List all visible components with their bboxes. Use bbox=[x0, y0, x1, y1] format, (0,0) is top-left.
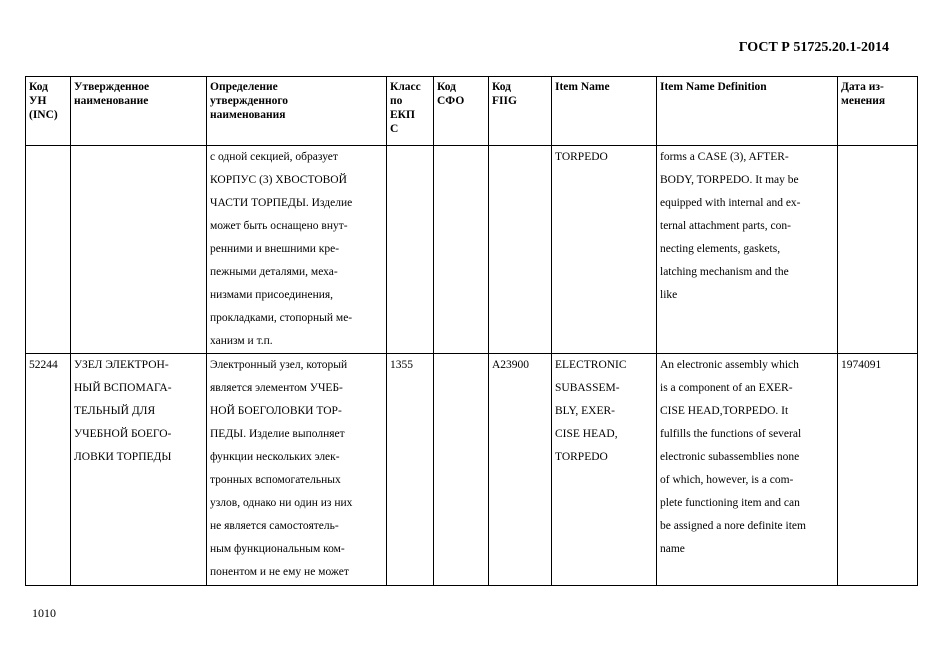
cell-line: пежными деталями, меха- bbox=[210, 266, 338, 278]
cell-line: понентом и не ему не может bbox=[210, 566, 349, 578]
cell-sfo bbox=[434, 354, 489, 586]
cell-line: CISE HEAD, bbox=[555, 428, 618, 440]
nomenclature-table bbox=[25, 76, 918, 586]
cell-line: BODY, TORPEDO. It may be bbox=[660, 174, 799, 186]
cell-line: A23900 bbox=[492, 359, 530, 371]
cell-line: ренними и внешними кре- bbox=[210, 243, 340, 255]
header-line: Код bbox=[492, 81, 512, 93]
cell-line: TORPEDO bbox=[555, 151, 608, 163]
cell-inc bbox=[26, 146, 71, 354]
cell-line: equipped with internal and ex- bbox=[660, 197, 801, 209]
header-row bbox=[26, 77, 918, 146]
page-number: 1010 bbox=[32, 606, 56, 620]
header-line: Код bbox=[29, 81, 49, 93]
cell-item-definition bbox=[657, 354, 838, 586]
header-line: Item Name Definition bbox=[660, 81, 767, 93]
cell-line: НЫЙ ВСПОМАГА- bbox=[74, 382, 172, 394]
cell-line: ТЕЛЬНЫЙ ДЛЯ bbox=[74, 405, 156, 417]
cell-sfo bbox=[434, 146, 489, 354]
cell-line: низмами присоединения, bbox=[210, 289, 334, 301]
cell-fiig bbox=[489, 354, 552, 586]
cell-line: ЧАСТИ ТОРПЕДЫ. Изделие bbox=[210, 197, 353, 209]
cell-line: 52244 bbox=[29, 359, 58, 371]
cell-line: является элементом УЧЕБ- bbox=[210, 382, 343, 394]
cell-line: УЗЕЛ ЭЛЕКТРОН- bbox=[74, 359, 169, 371]
header-class bbox=[387, 77, 434, 146]
header-line: по bbox=[390, 95, 403, 107]
header-line: наименования bbox=[210, 109, 286, 121]
header-line: утвержденного bbox=[210, 95, 289, 107]
cell-line: ELECTRONIC bbox=[555, 359, 627, 371]
cell-date bbox=[838, 354, 918, 586]
header-sfo bbox=[434, 77, 489, 146]
header-line: УН bbox=[29, 95, 47, 107]
cell-line: прокладками, стопорный ме- bbox=[210, 312, 353, 324]
header-line: FIIG bbox=[492, 95, 517, 107]
cell-line: CISE HEAD,TORPEDO. It bbox=[660, 405, 789, 417]
cell-line: of which, however, is a com- bbox=[660, 474, 794, 486]
cell-line: forms a CASE (3), AFTER- bbox=[660, 151, 789, 163]
header-line: Определение bbox=[210, 81, 278, 93]
cell-line: electronic subassemblies none bbox=[660, 451, 800, 463]
header-line: Утвержденное bbox=[74, 81, 150, 93]
cell-line: BLY, EXER- bbox=[555, 405, 615, 417]
cell-definition bbox=[207, 354, 387, 586]
header-line: менения bbox=[841, 95, 886, 107]
header-line: Класс bbox=[390, 81, 421, 93]
cell-line: necting elements, gaskets, bbox=[660, 243, 781, 255]
cell-line: 1974091 bbox=[841, 359, 882, 371]
cell-line: latching mechanism and the bbox=[660, 266, 789, 278]
cell-line: plete functioning item and can bbox=[660, 497, 800, 509]
cell-line: КОРПУС (3) ХВОСТОВОЙ bbox=[210, 174, 347, 186]
cell-line: Электронный узел, который bbox=[210, 359, 348, 371]
cell-line: УЧЕБНОЙ БОЕГО- bbox=[74, 428, 172, 440]
cell-line: не является самостоятель- bbox=[210, 520, 339, 532]
cell-fiig bbox=[489, 146, 552, 354]
cell-line: ЛОВКИ ТОРПЕДЫ bbox=[74, 451, 172, 463]
cell-line: с одной секцией, образует bbox=[210, 151, 338, 163]
standard-number: ГОСТ Р 51725.20.1-2014 bbox=[738, 40, 889, 55]
table-row bbox=[26, 146, 918, 354]
header-line: наименование bbox=[74, 95, 149, 107]
header-fiig bbox=[489, 77, 552, 146]
cell-line: be assigned a nore definite item bbox=[660, 520, 806, 532]
cell-item-name bbox=[552, 354, 657, 586]
cell-line: TORPEDO bbox=[555, 451, 608, 463]
header-date bbox=[838, 77, 918, 146]
cell-line: функции нескольких элек- bbox=[210, 451, 340, 463]
header-line: Код bbox=[437, 81, 457, 93]
header-line: Item Name bbox=[555, 81, 610, 93]
cell-line: fulfills the functions of several bbox=[660, 428, 802, 440]
header-line: (INC) bbox=[29, 109, 58, 121]
cell-item-name bbox=[552, 146, 657, 354]
cell-line: SUBASSEM- bbox=[555, 382, 620, 394]
header-line: С bbox=[390, 123, 399, 135]
header-item-name bbox=[552, 77, 657, 146]
header-definition bbox=[207, 77, 387, 146]
cell-line: ханизм и т.п. bbox=[210, 335, 273, 347]
header-line: ЕКП bbox=[390, 109, 415, 121]
cell-approved-name bbox=[71, 354, 207, 586]
header-inc bbox=[26, 77, 71, 146]
header-item-definition bbox=[657, 77, 838, 146]
cell-line: is a component of an EXER- bbox=[660, 382, 793, 394]
header-line: СФО bbox=[437, 95, 465, 107]
table-row bbox=[26, 354, 918, 586]
cell-line: ternal attachment parts, con- bbox=[660, 220, 791, 232]
cell-definition bbox=[207, 146, 387, 354]
cell-line: ПЕДЫ. Изделие выполняет bbox=[210, 428, 345, 440]
cell-line: An electronic assembly which bbox=[660, 359, 799, 371]
cell-line: узлов, однако ни один из них bbox=[210, 497, 353, 509]
cell-class bbox=[387, 354, 434, 586]
cell-approved-name bbox=[71, 146, 207, 354]
cell-inc bbox=[26, 354, 71, 586]
cell-class bbox=[387, 146, 434, 354]
cell-date bbox=[838, 146, 918, 354]
cell-line: like bbox=[660, 289, 678, 301]
cell-line: может быть оснащено внут- bbox=[210, 220, 348, 232]
cell-line: ным функциональным ком- bbox=[210, 543, 345, 555]
cell-line: 1355 bbox=[390, 359, 413, 371]
cell-item-definition bbox=[657, 146, 838, 354]
header-approved-name bbox=[71, 77, 207, 146]
header-line: Дата из- bbox=[841, 81, 884, 93]
cell-line: тронных вспомогательных bbox=[210, 474, 341, 486]
cell-line: name bbox=[660, 543, 685, 555]
cell-line: НОЙ БОЕГОЛОВКИ ТОР- bbox=[210, 405, 342, 417]
